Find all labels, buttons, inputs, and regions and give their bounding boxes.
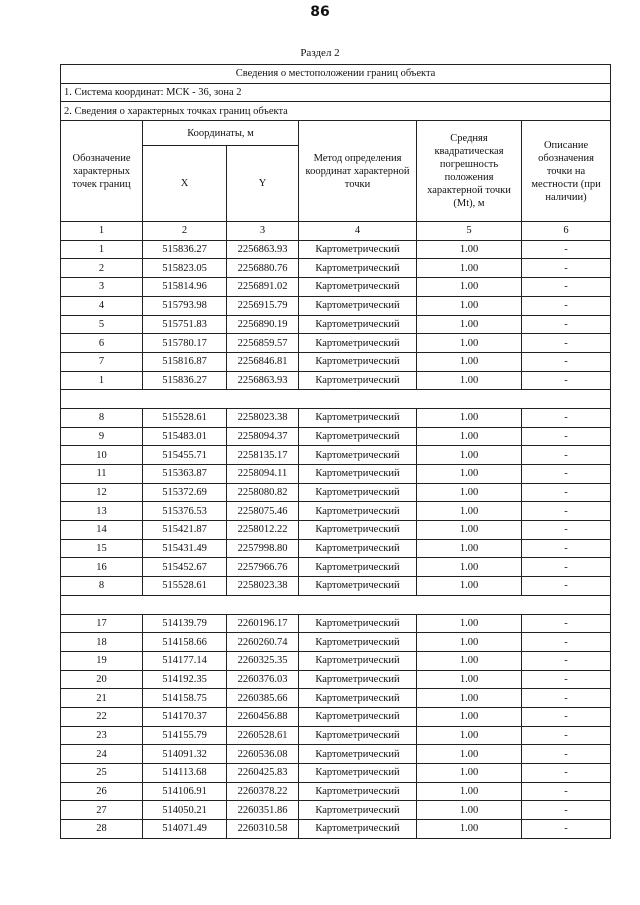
table-row	[61, 465, 611, 484]
coord-x: 515376.53	[143, 502, 227, 521]
accuracy: 1.00	[417, 352, 522, 371]
point-number: 13	[61, 502, 143, 521]
table-row	[61, 745, 611, 764]
method: Картометрический	[299, 521, 417, 540]
description: -	[522, 371, 611, 390]
method: Картометрический	[299, 278, 417, 297]
point-number: 20	[61, 670, 143, 689]
coord-y: 2260385.66	[227, 689, 299, 708]
coord-y: 2260425.83	[227, 764, 299, 783]
point-number: 25	[61, 764, 143, 783]
method: Картометрический	[299, 240, 417, 259]
table-row	[61, 614, 611, 633]
point-number: 6	[61, 334, 143, 353]
point-number: 27	[61, 801, 143, 820]
coord-y: 2256846.81	[227, 352, 299, 371]
method: Картометрический	[299, 465, 417, 484]
coord-y: 2256863.93	[227, 240, 299, 259]
coord-x: 515823.05	[143, 259, 227, 278]
coord-x: 514106.91	[143, 782, 227, 801]
coord-y: 2260456.88	[227, 707, 299, 726]
table-row	[61, 782, 611, 801]
coord-x: 515793.98	[143, 296, 227, 315]
table-row	[61, 689, 611, 708]
column-number-row	[61, 222, 611, 241]
method: Картометрический	[299, 539, 417, 558]
point-number: 26	[61, 782, 143, 801]
point-number: 5	[61, 315, 143, 334]
coord-y: 2256863.93	[227, 371, 299, 390]
coord-y: 2258012.22	[227, 521, 299, 540]
description: -	[522, 745, 611, 764]
method: Картометрический	[299, 408, 417, 427]
description: -	[522, 278, 611, 297]
method: Картометрический	[299, 782, 417, 801]
accuracy: 1.00	[417, 240, 522, 259]
header-description: Описание обозначения точки на местности (при наличии)	[522, 121, 611, 222]
coord-y: 2256880.76	[227, 259, 299, 278]
column-number: 6	[522, 222, 611, 241]
table-row	[61, 408, 611, 427]
description: -	[522, 408, 611, 427]
accuracy: 1.00	[417, 689, 522, 708]
method: Картометрический	[299, 764, 417, 783]
accuracy: 1.00	[417, 801, 522, 820]
description: -	[522, 352, 611, 371]
table-title: Сведения о местоположении границ объекта	[61, 65, 611, 84]
point-number: 8	[61, 408, 143, 427]
description: -	[522, 558, 611, 577]
column-number: 3	[227, 222, 299, 241]
accuracy: 1.00	[417, 820, 522, 839]
description: -	[522, 651, 611, 670]
method: Картометрический	[299, 726, 417, 745]
table-row	[61, 483, 611, 502]
coord-y: 2258023.38	[227, 408, 299, 427]
accuracy: 1.00	[417, 651, 522, 670]
method: Картометрический	[299, 334, 417, 353]
coord-y: 2256890.19	[227, 315, 299, 334]
page-number: 86	[310, 4, 330, 20]
point-number: 1	[61, 240, 143, 259]
method: Картометрический	[299, 446, 417, 465]
description: -	[522, 427, 611, 446]
coord-system-row: 1. Система координат: МСК - 36, зона 2	[61, 83, 611, 102]
description: -	[522, 670, 611, 689]
table-row	[61, 651, 611, 670]
table-row	[61, 371, 611, 390]
table-row	[61, 240, 611, 259]
method: Картометрический	[299, 707, 417, 726]
header-method: Метод определения координат характерной точки	[299, 121, 417, 222]
coord-x: 515814.96	[143, 278, 227, 297]
table-row	[61, 707, 611, 726]
method: Картометрический	[299, 259, 417, 278]
coord-x: 515455.71	[143, 446, 227, 465]
coord-x: 515363.87	[143, 465, 227, 484]
accuracy: 1.00	[417, 334, 522, 353]
coord-y: 2260196.17	[227, 614, 299, 633]
coord-x: 514177.14	[143, 651, 227, 670]
table-row	[61, 801, 611, 820]
method: Картометрический	[299, 296, 417, 315]
coord-x: 514155.79	[143, 726, 227, 745]
description: -	[522, 483, 611, 502]
accuracy: 1.00	[417, 408, 522, 427]
table-row	[61, 259, 611, 278]
table-row	[61, 352, 611, 371]
method: Картометрический	[299, 427, 417, 446]
table-row	[61, 670, 611, 689]
accuracy: 1.00	[417, 707, 522, 726]
description: -	[522, 782, 611, 801]
coord-x: 514170.37	[143, 707, 227, 726]
description: -	[522, 315, 611, 334]
point-number: 1	[61, 371, 143, 390]
group-separator-row	[61, 595, 611, 614]
description: -	[522, 539, 611, 558]
method: Картометрический	[299, 670, 417, 689]
coord-x: 515421.87	[143, 521, 227, 540]
table-row	[61, 726, 611, 745]
coord-x: 515483.01	[143, 427, 227, 446]
method: Картометрический	[299, 315, 417, 334]
coord-x: 515836.27	[143, 240, 227, 259]
description: -	[522, 707, 611, 726]
point-number: 9	[61, 427, 143, 446]
accuracy: 1.00	[417, 502, 522, 521]
point-number: 4	[61, 296, 143, 315]
column-number: 2	[143, 222, 227, 241]
description: -	[522, 726, 611, 745]
coord-y: 2256859.57	[227, 334, 299, 353]
coord-y: 2260310.58	[227, 820, 299, 839]
point-number: 3	[61, 278, 143, 297]
coord-y: 2258135.17	[227, 446, 299, 465]
description: -	[522, 633, 611, 652]
point-number: 17	[61, 614, 143, 633]
coord-x: 515528.61	[143, 577, 227, 596]
column-number: 5	[417, 222, 522, 241]
accuracy: 1.00	[417, 745, 522, 764]
method: Картометрический	[299, 371, 417, 390]
point-number: 2	[61, 259, 143, 278]
coord-y: 2258075.46	[227, 502, 299, 521]
coord-x: 514091.32	[143, 745, 227, 764]
method: Картометрический	[299, 352, 417, 371]
coord-x: 514158.75	[143, 689, 227, 708]
description: -	[522, 820, 611, 839]
table-row	[61, 296, 611, 315]
header-coords: Координаты, м	[143, 121, 299, 146]
points-title-row: 2. Сведения о характерных точках границ объекта	[61, 102, 611, 121]
description: -	[522, 334, 611, 353]
accuracy: 1.00	[417, 764, 522, 783]
point-number: 7	[61, 352, 143, 371]
coord-x: 515452.67	[143, 558, 227, 577]
method: Картометрический	[299, 801, 417, 820]
coord-y: 2260351.86	[227, 801, 299, 820]
point-number: 21	[61, 689, 143, 708]
point-number: 8	[61, 577, 143, 596]
coord-y: 2258023.38	[227, 577, 299, 596]
method: Картометрический	[299, 820, 417, 839]
accuracy: 1.00	[417, 577, 522, 596]
coord-y: 2258094.11	[227, 465, 299, 484]
section-caption: Раздел 2	[300, 47, 340, 59]
column-number: 1	[61, 222, 143, 241]
description: -	[522, 502, 611, 521]
coord-y: 2260376.03	[227, 670, 299, 689]
header-accuracy: Средняя квадратическая погрешность положения характерной точки (Mt), м	[417, 121, 522, 222]
coord-y: 2258080.82	[227, 483, 299, 502]
point-number: 14	[61, 521, 143, 540]
accuracy: 1.00	[417, 521, 522, 540]
accuracy: 1.00	[417, 726, 522, 745]
coord-x: 514113.68	[143, 764, 227, 783]
method: Картометрический	[299, 502, 417, 521]
accuracy: 1.00	[417, 614, 522, 633]
header-y: Y	[227, 146, 299, 222]
point-number: 28	[61, 820, 143, 839]
coord-y: 2256915.79	[227, 296, 299, 315]
table-row	[61, 502, 611, 521]
coord-x: 514139.79	[143, 614, 227, 633]
coord-x: 514050.21	[143, 801, 227, 820]
coord-y: 2257998.80	[227, 539, 299, 558]
coord-y: 2260378.22	[227, 782, 299, 801]
accuracy: 1.00	[417, 483, 522, 502]
point-number: 24	[61, 745, 143, 764]
coord-y: 2260528.61	[227, 726, 299, 745]
description: -	[522, 240, 611, 259]
point-number: 11	[61, 465, 143, 484]
table-row	[61, 539, 611, 558]
table-row	[61, 764, 611, 783]
separator-cell	[61, 390, 611, 409]
method: Картометрический	[299, 651, 417, 670]
method: Картометрический	[299, 558, 417, 577]
accuracy: 1.00	[417, 446, 522, 465]
accuracy: 1.00	[417, 259, 522, 278]
table-row	[61, 278, 611, 297]
coord-y: 2260260.74	[227, 633, 299, 652]
accuracy: 1.00	[417, 427, 522, 446]
table-row	[61, 315, 611, 334]
accuracy: 1.00	[417, 315, 522, 334]
coord-y: 2260536.08	[227, 745, 299, 764]
table-row	[61, 820, 611, 839]
description: -	[522, 689, 611, 708]
coord-x: 514158.66	[143, 633, 227, 652]
point-number: 22	[61, 707, 143, 726]
method: Картометрический	[299, 483, 417, 502]
point-number: 23	[61, 726, 143, 745]
point-number: 19	[61, 651, 143, 670]
group-separator-row	[61, 390, 611, 409]
method: Картометрический	[299, 614, 417, 633]
coord-y: 2257966.76	[227, 558, 299, 577]
coord-x: 515816.87	[143, 352, 227, 371]
description: -	[522, 614, 611, 633]
accuracy: 1.00	[417, 465, 522, 484]
description: -	[522, 521, 611, 540]
boundary-points-table	[60, 64, 611, 839]
accuracy: 1.00	[417, 782, 522, 801]
coord-x: 514192.35	[143, 670, 227, 689]
coord-x: 515431.49	[143, 539, 227, 558]
method: Картометрический	[299, 577, 417, 596]
coord-x: 515751.83	[143, 315, 227, 334]
table-row	[61, 633, 611, 652]
point-number: 10	[61, 446, 143, 465]
method: Картометрический	[299, 633, 417, 652]
accuracy: 1.00	[417, 558, 522, 577]
description: -	[522, 259, 611, 278]
description: -	[522, 465, 611, 484]
table-row	[61, 446, 611, 465]
description: -	[522, 296, 611, 315]
coord-x: 515780.17	[143, 334, 227, 353]
coord-y: 2260325.35	[227, 651, 299, 670]
accuracy: 1.00	[417, 278, 522, 297]
point-number: 18	[61, 633, 143, 652]
coord-x: 515528.61	[143, 408, 227, 427]
coord-x: 515372.69	[143, 483, 227, 502]
coord-x: 515836.27	[143, 371, 227, 390]
method: Картометрический	[299, 745, 417, 764]
accuracy: 1.00	[417, 371, 522, 390]
coord-x: 514071.49	[143, 820, 227, 839]
table-row	[61, 521, 611, 540]
table-row	[61, 334, 611, 353]
table-row	[61, 577, 611, 596]
accuracy: 1.00	[417, 296, 522, 315]
description: -	[522, 577, 611, 596]
description: -	[522, 801, 611, 820]
accuracy: 1.00	[417, 633, 522, 652]
accuracy: 1.00	[417, 539, 522, 558]
description: -	[522, 446, 611, 465]
coord-y: 2258094.37	[227, 427, 299, 446]
coord-y: 2256891.02	[227, 278, 299, 297]
method: Картометрический	[299, 689, 417, 708]
table-row	[61, 558, 611, 577]
header-point-label: Обозначение характерных точек границ	[61, 121, 143, 222]
description: -	[522, 764, 611, 783]
table-row	[61, 427, 611, 446]
separator-cell	[61, 595, 611, 614]
accuracy: 1.00	[417, 670, 522, 689]
point-number: 16	[61, 558, 143, 577]
header-x: X	[143, 146, 227, 222]
point-number: 15	[61, 539, 143, 558]
column-number: 4	[299, 222, 417, 241]
point-number: 12	[61, 483, 143, 502]
